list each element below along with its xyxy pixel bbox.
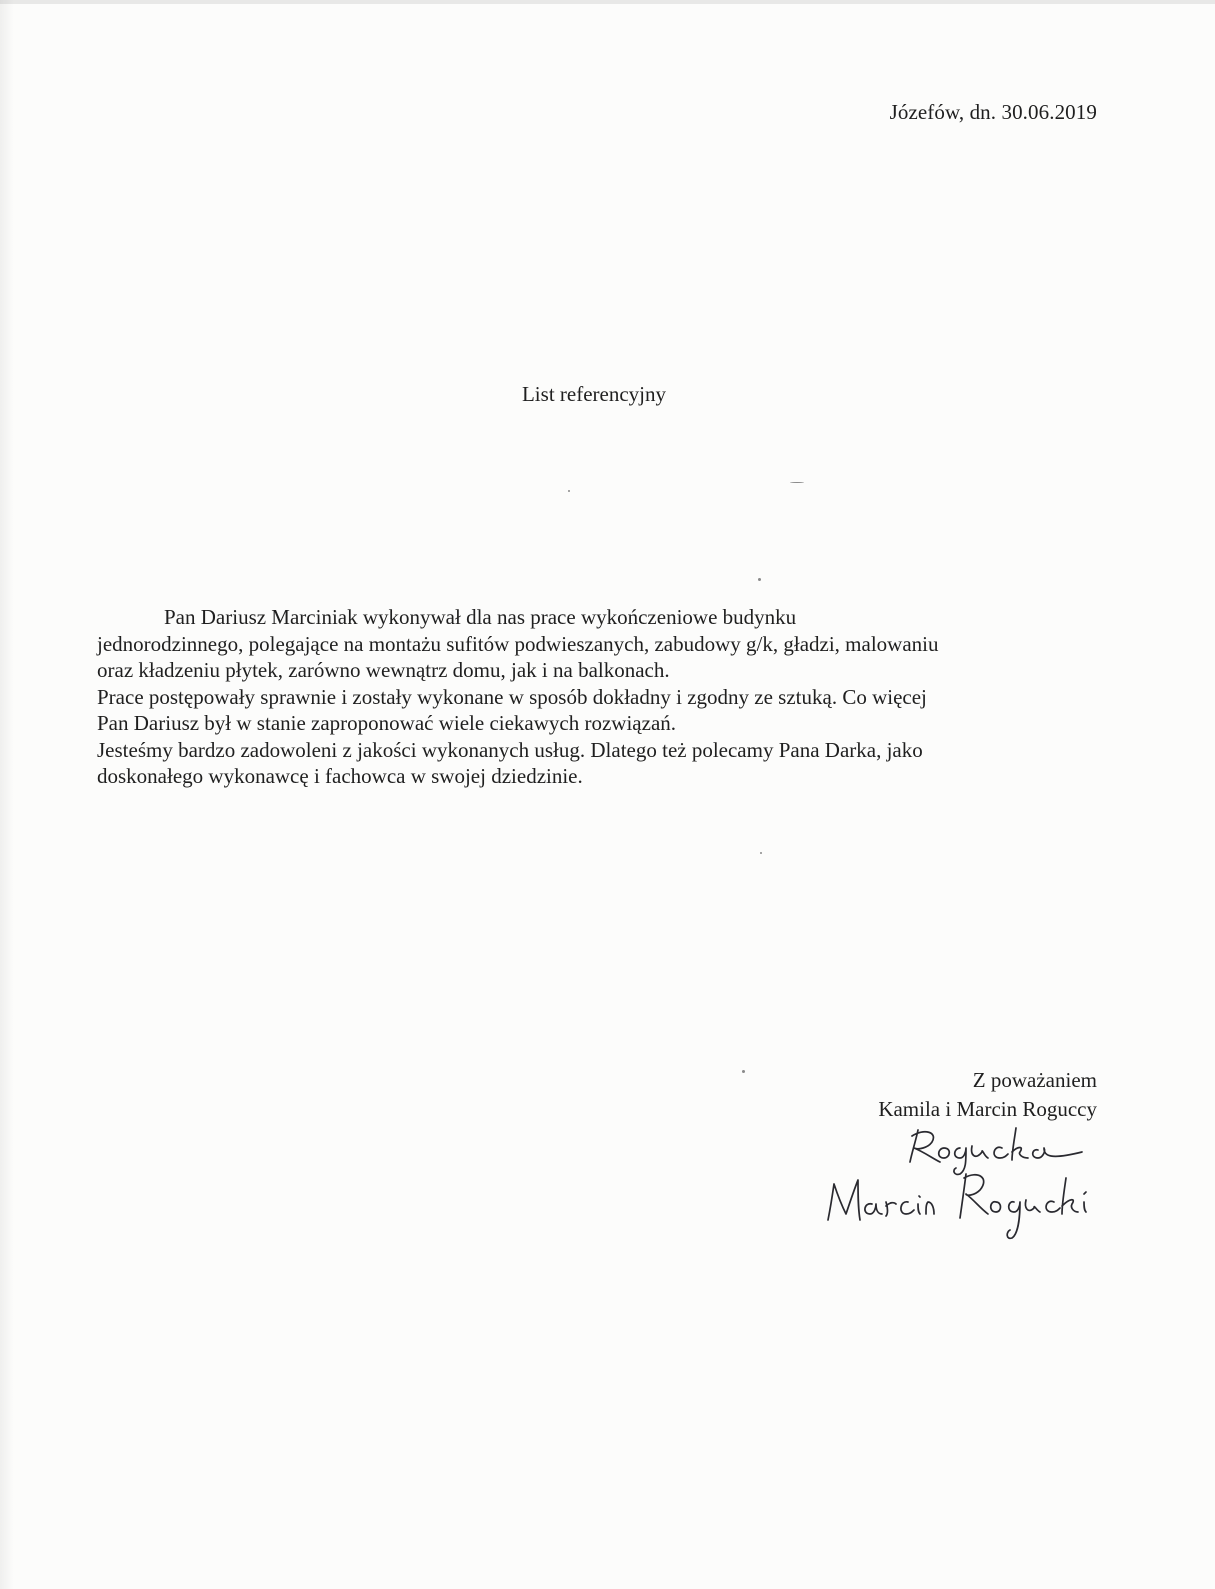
place-date: Józefów, dn. 30.06.2019: [889, 100, 1097, 124]
handwritten-signature: [820, 1118, 1100, 1248]
salutation: Z poważaniem: [972, 1068, 1097, 1092]
body-line: Jesteśmy bardzo zadowoleni z jakości wykonanych usług. Dlatego też polecamy Pana Darka, jako: [97, 737, 923, 762]
scan-speck: [758, 578, 761, 581]
scan-speck: [568, 490, 570, 492]
scan-speck: [742, 1070, 745, 1073]
signatories-names: Kamila i Marcin Roguccy: [878, 1097, 1097, 1121]
body-line: Pan Dariusz Marciniak wykonywał dla nas prace wykończeniowe budynku: [164, 605, 797, 629]
body-line: jednorodzinnego, polegające na montażu sufitów podwieszanych, zabudowy g/k, gładzi, malowaniu: [97, 631, 939, 656]
letter-body: [97, 604, 1087, 790]
scan-edge-shadow: [0, 0, 14, 1589]
body-line: oraz kładzeniu płytek, zarówno wewnątrz domu, jak i na balkonach.: [97, 658, 670, 682]
closing-block: [878, 1066, 1097, 1124]
scan-top-edge: [0, 0, 1215, 4]
body-line: Pan Dariusz był w stanie zaproponować wiele ciekawych rozwiązań.: [97, 711, 677, 735]
body-line: Prace postępowały sprawnie i zostały wykonane w sposób dokładny i zgodny ze sztuką. Co więcej: [97, 684, 927, 709]
scan-speck: [760, 852, 762, 854]
body-line: doskonałego wykonawcę i fachowca w swojej dziedzinie.: [97, 764, 583, 788]
signature-marcin: [828, 1174, 1086, 1238]
document-title: List referencyjny: [521, 382, 667, 406]
signature-kamila: [910, 1128, 1082, 1174]
scan-speck: [790, 482, 804, 483]
